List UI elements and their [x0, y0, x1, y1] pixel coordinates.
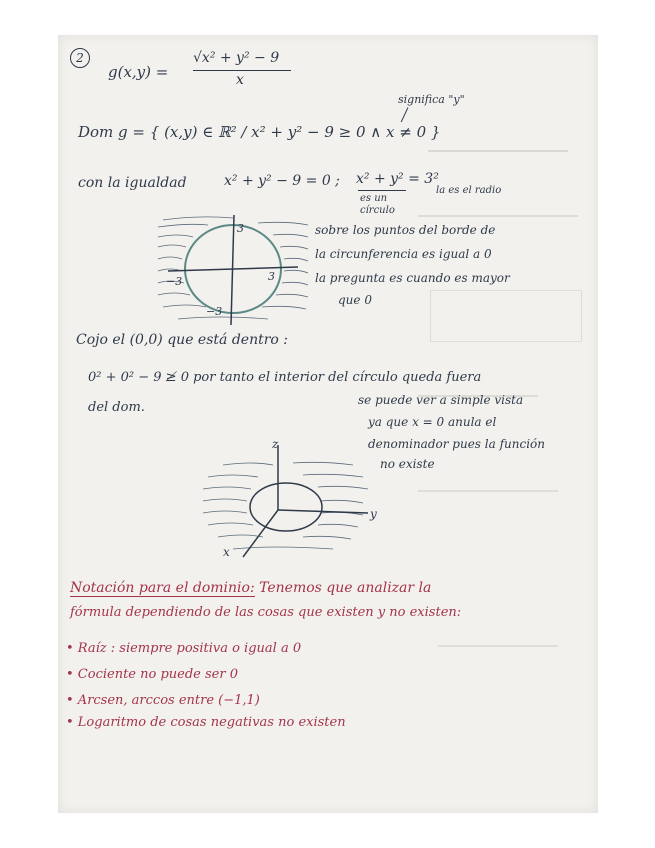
note-arrow: [401, 107, 410, 122]
equality-equation-2: x² + y² = 3²: [356, 171, 439, 187]
notation-heading-underlined: Notación para el dominio:: [70, 580, 255, 596]
notation-bullet-2: • Cociente no puede ser 0: [66, 667, 238, 682]
domain-definition: Dom g = { (x,y) ∈ ℝ² / x² + y² − 9 ≥ 0 ∧ x ≠ 0 }: [78, 123, 441, 141]
equality-equation-1: x² + y² − 9 = 0 ;: [224, 173, 340, 189]
function-numerator: √x² + y² − 9: [193, 50, 280, 66]
function-denominator: x: [236, 72, 244, 88]
note-circle: es un círculo: [360, 193, 395, 216]
label-y: y: [370, 507, 377, 521]
problem-number-circle: [70, 48, 90, 68]
notation-bullet-1: • Raíz : siempre positiva o igual a 0: [66, 641, 302, 656]
cylinder-base: [250, 483, 322, 531]
circle-comment-3: la pregunta es cuando es mayor: [315, 271, 510, 285]
test-point-line-1: Cojo el (0,0) que está dentro :: [76, 332, 288, 348]
circle-comment-4: que 0: [338, 293, 372, 307]
notation-bullet-4: • Logaritmo de cosas negativas no existen: [66, 715, 346, 730]
circle-plot: [158, 215, 308, 325]
equality-intro: con la igualdad: [78, 175, 187, 191]
function-lhs: g(x,y) =: [108, 63, 169, 81]
problem-number: 2: [76, 51, 84, 65]
side-note-1: se puede ver a simple vista: [358, 393, 524, 407]
note-significa: significa "y": [398, 93, 465, 106]
notation-heading: [70, 580, 431, 596]
x-axis-3d: [243, 510, 278, 557]
label-x: x: [223, 545, 230, 559]
test-point-line-3: del dom.: [88, 400, 145, 415]
test-point-line-2: 0² + 0² − 9 ≱ 0 por tanto el interior del círculo queda fuera: [88, 370, 482, 385]
tick-left: −3: [166, 275, 183, 288]
note-radius: la es el radio: [436, 185, 502, 196]
tick-bottom: −3: [206, 305, 223, 318]
tick-right: 3: [268, 270, 275, 283]
circle-comment-1: sobre los puntos del borde de: [315, 223, 496, 237]
fraction-bar: [193, 70, 291, 71]
hatching-3d: [203, 462, 368, 549]
tick-top: 3: [237, 222, 244, 235]
y-axis: [231, 215, 234, 325]
label-z: z: [272, 437, 279, 451]
notation-bullet-3: • Arcsen, arccos entre (−1,1): [66, 693, 260, 708]
side-note-2: ya que x = 0 anula el: [368, 415, 497, 429]
notation-line-2: fórmula dependiendo de las cosas que existen y no existen:: [70, 605, 462, 620]
side-note-4: no existe: [380, 457, 435, 471]
notation-heading-rest: Tenemos que analizar la: [254, 580, 432, 596]
side-note-3: denominador pues la función: [368, 437, 545, 451]
notebook-page: [58, 35, 598, 813]
equation-underbrace: [358, 190, 406, 191]
circle-comment-2: la circunferencia es igual a 0: [315, 247, 492, 261]
